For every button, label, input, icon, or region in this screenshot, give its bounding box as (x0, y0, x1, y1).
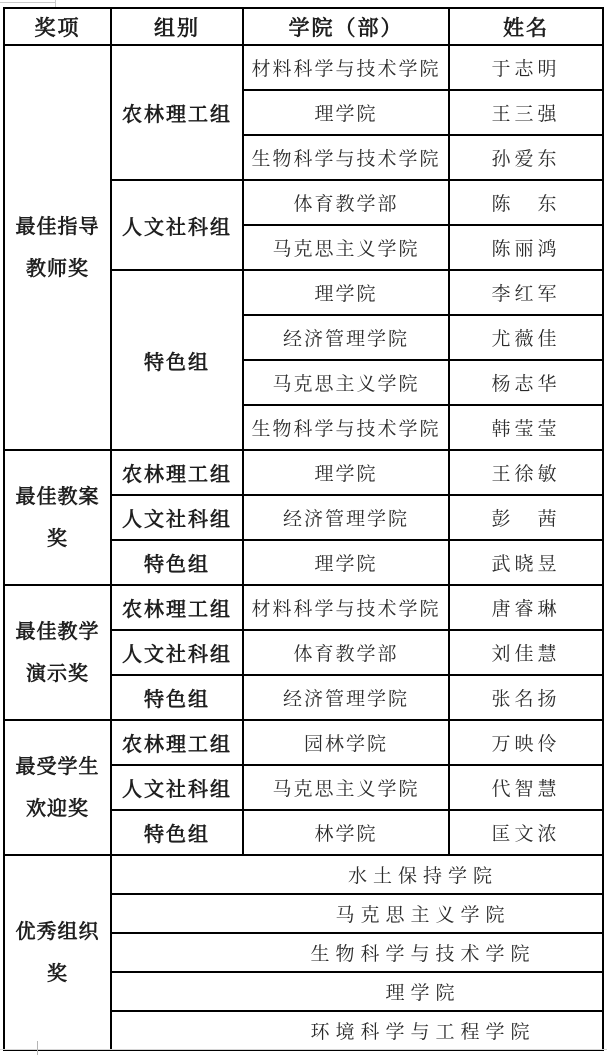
name-cell: 王三强 (449, 90, 603, 135)
award-line: 最受学生 (15, 755, 100, 778)
group-cell: 特色组 (111, 675, 243, 720)
award-cell (4, 855, 111, 1050)
college-cell: 理学院 (243, 270, 449, 315)
name-cell: 彭 茜 (449, 495, 603, 540)
award-line: 欢迎奖 (26, 797, 89, 820)
header-group: 组别 (111, 8, 243, 45)
group-cell: 农林理工组 (111, 720, 243, 765)
page-edge-mark-bottom-vertical (37, 1041, 38, 1055)
table-row (4, 855, 603, 894)
college-cell: 经济管理学院 (243, 495, 449, 540)
table-row (4, 45, 603, 90)
college-cell: 理学院 (243, 450, 449, 495)
college-cell: 材料科学与技术学院 (243, 585, 449, 630)
org-college-cell: 环境科学与工程学院 (111, 1011, 603, 1050)
college-cell: 理学院 (243, 540, 449, 585)
table-row (4, 585, 603, 630)
college-cell: 经济管理学院 (243, 315, 449, 360)
org-college-cell: 生物科学与技术学院 (111, 933, 603, 972)
college-cell: 材料科学与技术学院 (243, 45, 449, 90)
name-cell: 王徐敏 (449, 450, 603, 495)
award-cell (4, 720, 111, 855)
name-cell: 李红军 (449, 270, 603, 315)
awards-table (3, 7, 604, 1051)
header-name: 姓名 (449, 8, 603, 45)
org-college-cell: 马克思主义学院 (111, 894, 603, 933)
group-cell: 人文社科组 (111, 495, 243, 540)
name-cell: 陈 东 (449, 180, 603, 225)
college-cell: 马克思主义学院 (243, 225, 449, 270)
award-line: 奖 (47, 962, 68, 985)
college-cell: 马克思主义学院 (243, 360, 449, 405)
college-cell: 生物科学与技术学院 (243, 405, 449, 450)
group-cell: 农林理工组 (111, 450, 243, 495)
group-cell: 农林理工组 (111, 45, 243, 180)
award-line: 最佳教案 (15, 485, 100, 508)
award-line: 演示奖 (26, 662, 89, 685)
group-cell: 特色组 (111, 810, 243, 855)
college-cell: 林学院 (243, 810, 449, 855)
name-cell: 武晓昱 (449, 540, 603, 585)
group-cell: 人文社科组 (111, 765, 243, 810)
name-cell: 尤薇佳 (449, 315, 603, 360)
college-cell: 生物科学与技术学院 (243, 135, 449, 180)
college-cell: 园林学院 (243, 720, 449, 765)
name-cell: 唐睿琳 (449, 585, 603, 630)
award-cell (4, 45, 111, 450)
name-cell: 万映伶 (449, 720, 603, 765)
college-cell: 经济管理学院 (243, 675, 449, 720)
name-cell: 代智慧 (449, 765, 603, 810)
name-cell: 匡文浓 (449, 810, 603, 855)
header-college: 学院（部） (243, 8, 449, 45)
org-college-cell: 理学院 (111, 972, 603, 1011)
header-award: 奖项 (4, 8, 111, 45)
group-cell: 人文社科组 (111, 630, 243, 675)
name-cell: 杨志华 (449, 360, 603, 405)
group-cell: 农林理工组 (111, 585, 243, 630)
group-cell: 特色组 (111, 270, 243, 450)
college-cell: 体育教学部 (243, 630, 449, 675)
table-header-row (4, 8, 603, 45)
page-edge-mark-bottom-horizontal (0, 1049, 607, 1050)
award-line: 奖 (47, 527, 68, 550)
college-cell: 体育教学部 (243, 180, 449, 225)
org-college-cell: 水土保持学院 (111, 855, 603, 894)
college-cell: 马克思主义学院 (243, 765, 449, 810)
name-cell: 陈丽鸿 (449, 225, 603, 270)
award-cell (4, 585, 111, 720)
award-line: 最佳教学 (15, 620, 100, 643)
award-line: 最佳指导 (15, 215, 100, 238)
award-line: 优秀组织 (15, 920, 100, 943)
name-cell: 于志明 (449, 45, 603, 90)
group-cell: 人文社科组 (111, 180, 243, 270)
table-row (4, 450, 603, 495)
table-row (4, 720, 603, 765)
name-cell: 张名扬 (449, 675, 603, 720)
group-cell: 特色组 (111, 540, 243, 585)
college-cell: 理学院 (243, 90, 449, 135)
page-edge-mark-top-horizontal (0, 2, 55, 3)
name-cell: 韩莹莹 (449, 405, 603, 450)
award-cell (4, 450, 111, 585)
name-cell: 刘佳慧 (449, 630, 603, 675)
name-cell: 孙爱东 (449, 135, 603, 180)
award-line: 教师奖 (26, 257, 89, 280)
